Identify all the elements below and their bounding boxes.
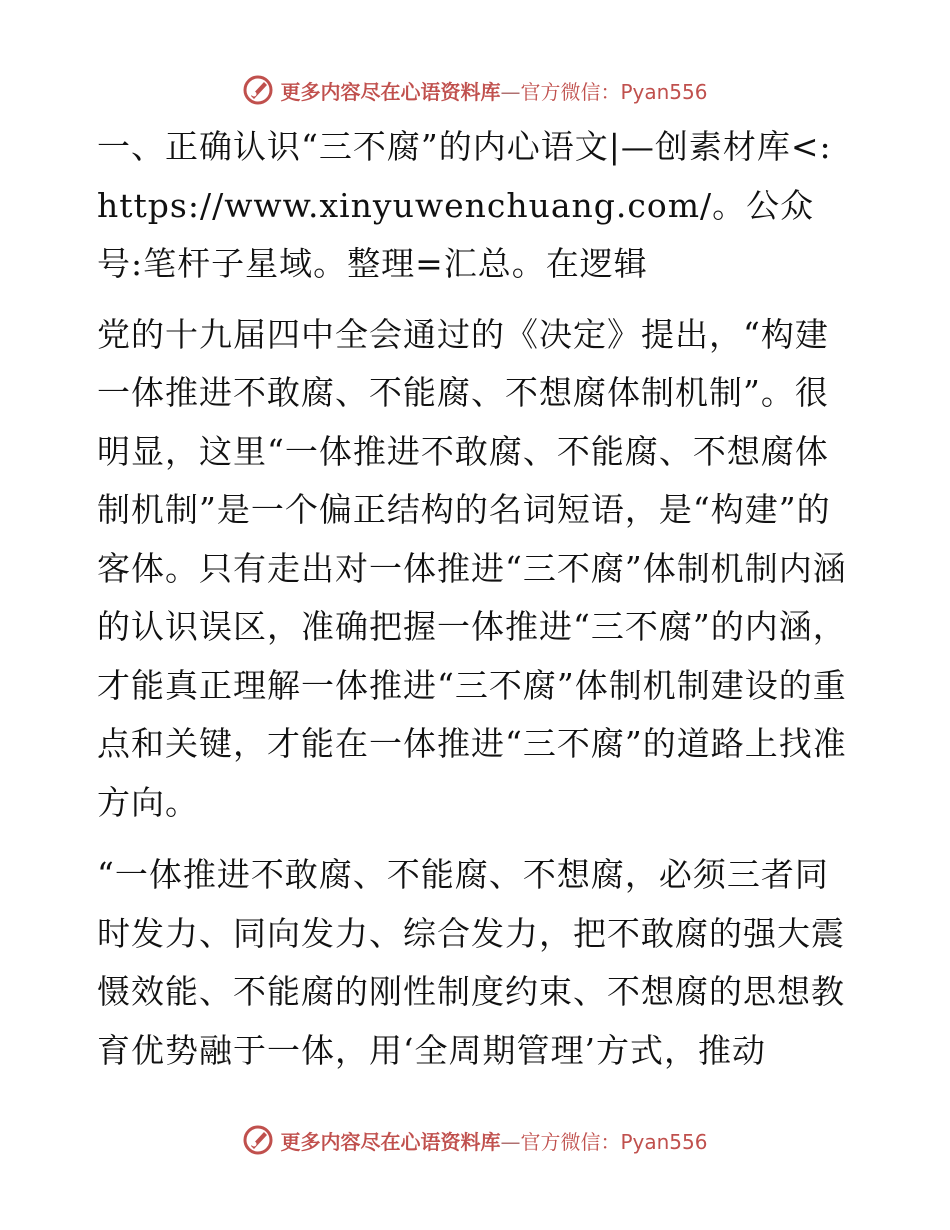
header-watermark-tail: 官方微信：Pyan556 — [520, 79, 708, 104]
paragraph-1: 一、正确认识“三不腐”的内心语文|—创素材库<: https://www.xinyuwenchuang.com/。公众号:笔杆子星域。整理=汇总。在逻辑 — [97, 127, 832, 283]
brand-logo-icon — [242, 1124, 274, 1156]
header-watermark-main: 更多内容尽在心语资料库 — [280, 79, 501, 104]
paragraph-2: 党的十九届四中全会通过的《决定》提出，“构建一体推进不敢腐、不能腐、不想腐体制机制”。很明显，这里“一体推进不敢腐、不能腐、不想腐体制机制”是一个偏正结构的名词短语，是“构建”的客体。只有走出对一体推进“三不腐”体制机制内涵的认识误区，准确把握一体推进“三不腐”的内涵，才能真正理解一体推进“三不腐”体制机制建设的重点和关键，才能在一体推进“三不腐”的道路上找准方向。 — [97, 314, 847, 822]
header-watermark — [0, 70, 950, 110]
paragraph-3: “一体推进不敢腐、不能腐、不想腐，必须三者同时发力、同向发力、综合发力，把不敢腐的强大震慑效能、不能腐的刚性制度约束、不想腐的思想教育优势融于一体，用‘全周期管理’方式，推动 — [97, 855, 845, 1070]
footer-watermark-dash: — — [500, 1129, 521, 1154]
header-watermark-dash: — — [500, 79, 521, 104]
footer-watermark-tail: 官方微信：Pyan556 — [520, 1129, 708, 1154]
footer-watermark-main: 更多内容尽在心语资料库 — [280, 1129, 501, 1154]
footer-watermark-text — [280, 1126, 707, 1155]
footer-watermark — [0, 1120, 950, 1160]
document-body — [97, 118, 857, 1094]
header-watermark-text — [280, 76, 707, 105]
brand-logo-icon — [242, 74, 274, 106]
